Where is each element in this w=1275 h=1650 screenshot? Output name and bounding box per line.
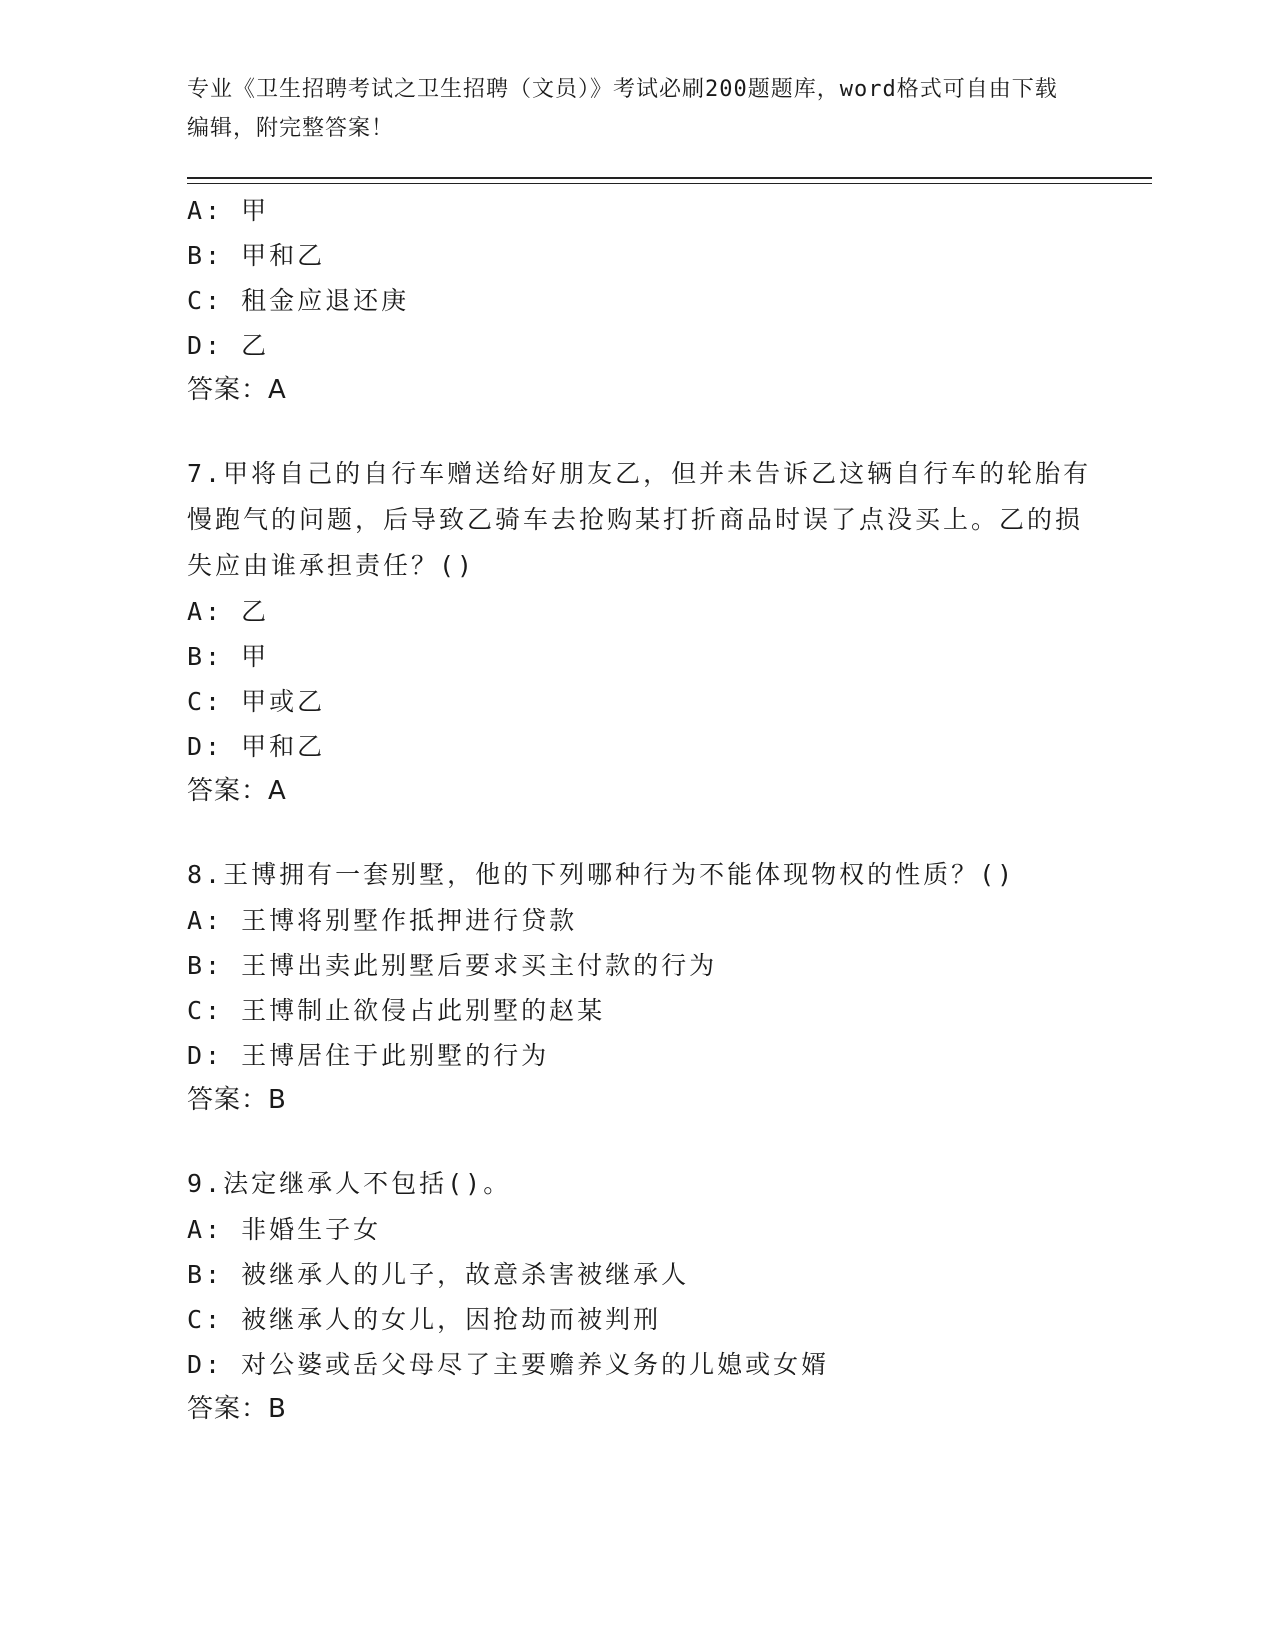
question-stem: 7.甲将自己的自行车赠送给好朋友乙，但并未告诉乙这辆自行车的轮胎有慢跑气的问题，后导致乙骑车去抢购某打折商品时误了点没买上。乙的损失应由谁承担责任？() bbox=[187, 459, 1092, 580]
answer-line: 答案：A bbox=[187, 776, 287, 806]
option-b: B: 甲 bbox=[187, 642, 270, 671]
option-b: B: 王博出卖此别墅后要求买主付款的行为 bbox=[187, 951, 718, 980]
question-8 bbox=[187, 852, 1107, 1123]
option-b: B: 甲和乙 bbox=[187, 241, 326, 270]
option-d: D: 甲和乙 bbox=[187, 732, 326, 761]
option-c: C: 甲或乙 bbox=[187, 687, 326, 716]
option-d: D: 对公婆或岳父母尽了主要赡养义务的儿媳或女婿 bbox=[187, 1350, 830, 1379]
answer-line: 答案：B bbox=[187, 1085, 287, 1115]
option-a: A: 甲 bbox=[187, 196, 270, 225]
option-c: C: 被继承人的女儿，因抢劫而被判刑 bbox=[187, 1305, 662, 1334]
option-a: A: 王博将别墅作抵押进行贷款 bbox=[187, 906, 578, 935]
header-divider bbox=[187, 177, 1152, 184]
question-list bbox=[187, 188, 1107, 1432]
option-c: C: 租金应退还庚 bbox=[187, 286, 410, 315]
answer-line: 答案：A bbox=[187, 375, 287, 405]
question-stem: 8.王博拥有一套别墅，他的下列哪种行为不能体现物权的性质？() bbox=[187, 860, 1016, 889]
option-a: A: 乙 bbox=[187, 597, 270, 626]
question-stem: 9.法定继承人不包括()。 bbox=[187, 1169, 512, 1198]
option-c: C: 王博制止欲侵占此别墅的赵某 bbox=[187, 996, 606, 1025]
question-6-tail bbox=[187, 188, 1107, 413]
question-9 bbox=[187, 1161, 1107, 1432]
answer-line: 答案：B bbox=[187, 1394, 287, 1424]
option-a: A: 非婚生子女 bbox=[187, 1215, 382, 1244]
option-d: D: 王博居住于此别墅的行为 bbox=[187, 1041, 550, 1070]
option-d: D: 乙 bbox=[187, 331, 270, 360]
document-header: 专业《卫生招聘考试之卫生招聘（文员）》考试必刷200题题库，word格式可自由下载编辑，附完整答案！ bbox=[187, 77, 1058, 141]
option-b: B: 被继承人的儿子，故意杀害被继承人 bbox=[187, 1260, 690, 1289]
question-7 bbox=[187, 451, 1107, 814]
